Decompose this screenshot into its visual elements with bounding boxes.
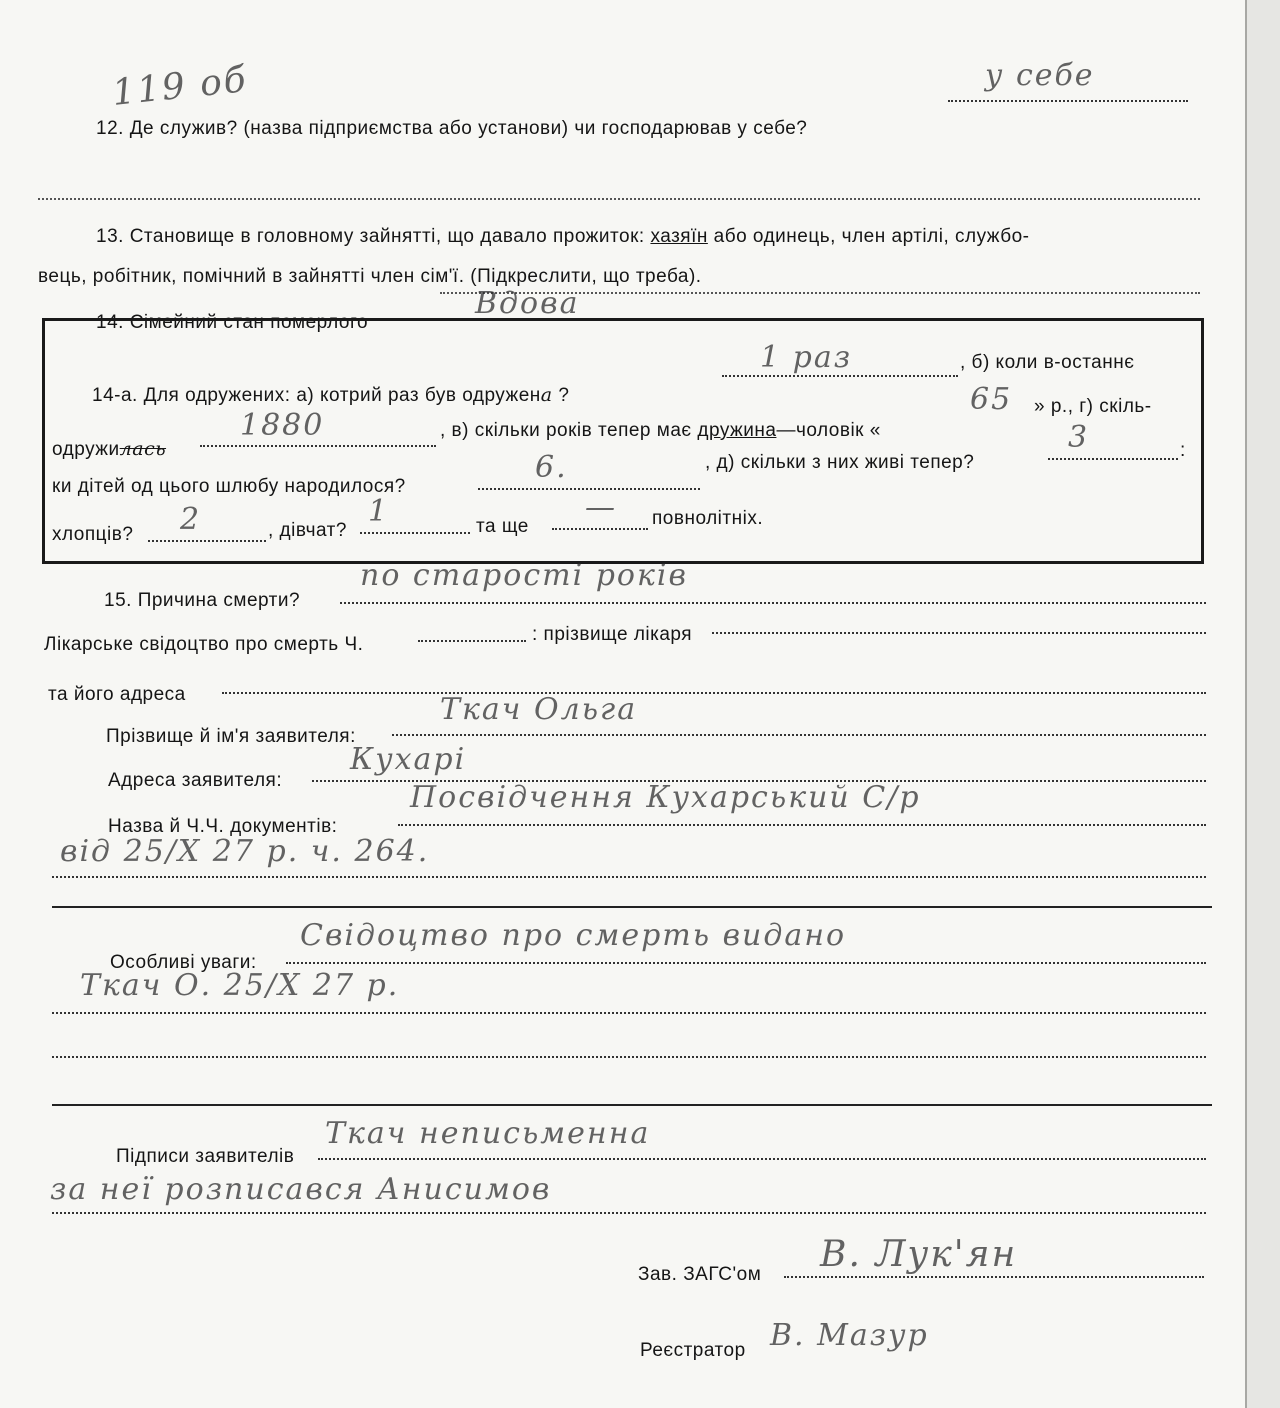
applicant-signature-line2: за неї розписався Анисимов (50, 1172, 552, 1207)
q12-label: 12. Де служив? (назва підприємства або установи) чи господарював у себе? (96, 118, 808, 139)
applicant-name: Ткач Ольга (440, 692, 638, 727)
q14a-line1: 14-а. Для одружених: а) котрий раз був одружена ? (92, 384, 570, 406)
q13-line1: 13. Становище в головному зайнятті, що давало прожиток: хазяїн або одинець, член артілі, службо- (96, 226, 1030, 247)
q12-answer: у себе (985, 58, 1095, 93)
q14a-line2: одружилась (52, 438, 167, 460)
q14a-line2-c: , в) скільки років тепер має дружина—чоловік « (440, 420, 881, 441)
q15-label: 15. Причина смерти? (104, 590, 301, 611)
q15-answer: по старості років (360, 558, 688, 593)
q14a-age: 65 (970, 382, 1013, 417)
doctor-cert-label: Лікарське свідоцтво про смерть Ч. (44, 634, 364, 655)
applicant-docs-label: Назва й Ч.Ч. документів: (108, 816, 338, 837)
notes-label: Особливі уваги: (110, 952, 257, 973)
signatures-label: Підписи заявителів (116, 1146, 295, 1167)
q14a-year: 1880 (240, 408, 325, 443)
q14a-line4: хлопців? (52, 524, 134, 545)
doctor-name-label: : прізвище лікаря (532, 624, 693, 645)
page-number-handwritten: 119 об (110, 59, 250, 114)
q13-line2: вець, робітник, помічний в зайнятті член сім'ї. (Підкреслити, що треба). (38, 266, 702, 287)
q14a-times: 1 раз (760, 340, 853, 375)
applicant-docs: Посвідчення Кухарський С/р (410, 780, 921, 815)
applicant-signature: Ткач неписьменна (325, 1116, 651, 1151)
registrar-label: Реєстратор (640, 1340, 746, 1361)
q14a-children: 6. (535, 450, 568, 485)
q14a-line2-close: » р., г) скіль- (1034, 396, 1152, 417)
q14a-line1-b: , б) коли в-останнє (960, 352, 1135, 373)
q14a-boys: 2 (180, 502, 202, 537)
binding-edge (1245, 0, 1280, 1408)
applicant-address: Кухарі (350, 742, 467, 777)
q13-selected-option: хазяїн (650, 226, 708, 247)
record-page: 119 об 12. Де служив? (назва підприємства або установи) чи господарював у себе? у себе 13. Становище в головному зайнятті, що давало прожиток: хазяїн або одинець, член артілі, службо- вець, робітник, помічний в зайнятті член сім'ї. (Підкреслити, що треба). 14. Сімейний стан померлого Вдова 14-а. Для одружених: а) котрий раз був одружена ? 1 раз , б) коли в-останнє одружилась 1880 , в) скільки років тепер має дружина—чоловік « 65 » р., г) скіль- ки дітей од цього шлюбу народилося? 6. , д) скільки з них живі тепер? 3 : хлопців? 2 , дівчат? 1 та ще — повнолітніх. 15. Причина смерти? по старості років Лікарське свідоцтво про смерть Ч. : прізвище лікаря та його адреса Прізвище й ім'я заявителя: Ткач Ольга Адреса заявителя: Кухарі Назва й Ч.Ч. документів: Посвідчення Кухарський С/р від 25/X 27 р. ч. 264. Особливі уваги: Свідоцтво про смерть видано Ткач О. 25/X 27 р. Підписи заявителів Ткач неписьменна за неї розписався Анисимов Зав. ЗАГС'ом В. Лук'ян Реєстратор В. Мазур (0, 0, 1245, 1408)
q14a-alive: 3 (1068, 420, 1090, 455)
q14a-girls: 1 (368, 494, 390, 529)
q14a-wife: дружина (697, 420, 777, 441)
q14-label: 14. Сімейний стан померлого (96, 312, 369, 333)
applicant-name-label: Прізвище й ім'я заявителя: (106, 726, 356, 747)
q14a-line3-d: , д) скільки з них живі тепер? (705, 452, 975, 473)
q14-answer: Вдова (475, 286, 580, 321)
applicant-docs-line2: від 25/X 27 р. ч. 264. (60, 834, 430, 869)
q14a-line3-end: : (1180, 440, 1186, 461)
head-signature: В. Лук'ян (820, 1234, 1018, 1275)
applicant-address-label: Адреса заявителя: (108, 770, 283, 791)
q14a-more: — (585, 490, 617, 525)
notes-line1: Свідоцтво про смерть видано (300, 918, 847, 953)
registrar-signature: В. Мазур (770, 1318, 929, 1353)
head-label: Зав. ЗАГС'ом (638, 1264, 762, 1285)
notes-line2: Ткач О. 25/X 27 р. (80, 968, 400, 1003)
q14a-line3: ки дітей од цього шлюбу народилося? (52, 476, 406, 497)
doctor-address-label: та його адреса (48, 684, 186, 705)
